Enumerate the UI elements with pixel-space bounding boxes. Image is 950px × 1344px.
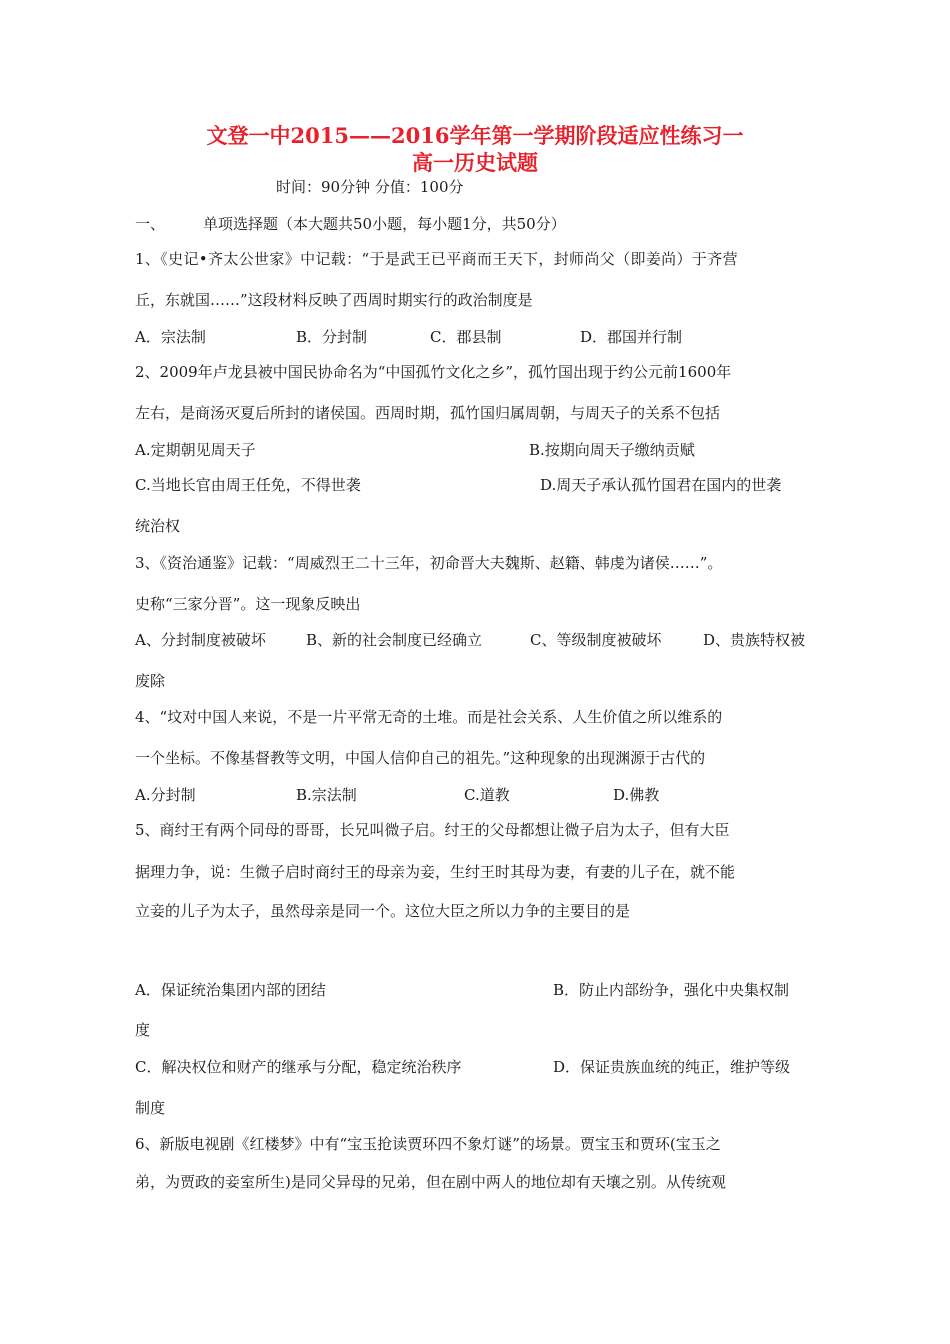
q3-line-1: 3、《资治通鉴》记载：“周威烈王二十三年，初命晋大夫魏斯、赵籍、韩虔为诸侯……”。 xyxy=(135,554,723,572)
q2-line-1: 2、2009年卢龙县被中国民协命名为“中国孤竹文化之乡”，孤竹国出现于约公元前1600年 xyxy=(135,363,732,381)
exam-title-line-1: 文登一中2015——2016学年第一学期阶段适应性练习一 xyxy=(206,123,744,148)
q2-line-2: 左右，是商汤灭夏后所封的诸侯国。西周时期，孤竹国归属周朝，与周天子的关系不包括 xyxy=(135,404,721,422)
q3-option-d: D、贵族特权被 xyxy=(703,631,806,649)
q4-option-b: B.宗法制 xyxy=(296,786,357,804)
q5-option-c: C．解决权位和财产的继承与分配，稳定统治秩序 xyxy=(135,1058,462,1076)
q2-option-a: A.定期朝见周天子 xyxy=(135,441,256,459)
q5-line-2: 据理力争，说：生微子启时商纣王的母亲为妾，生纣王时其母为妻，有妻的儿子在，就不能 xyxy=(135,863,736,881)
q2-option-d: D.周天子承认孤竹国君在国内的世袭 xyxy=(540,476,782,494)
q5-option-b-wrap: 度 xyxy=(135,1021,151,1039)
q1-option-c: C．郡县制 xyxy=(430,328,502,346)
q4-option-a: A.分封制 xyxy=(135,786,196,804)
q3-option-b: B、新的社会制度已经确立 xyxy=(306,631,483,649)
q5-line-3: 立妾的儿子为太子，虽然母亲是同一个。这位大臣之所以力争的主要目的是 xyxy=(135,902,631,920)
exam-title-line-2: 高一历史试题 xyxy=(412,150,538,175)
q5-option-a: A．保证统治集团内部的团结 xyxy=(135,981,326,999)
q4-line-1: 4、“坟对中国人来说，不是一片平常无奇的土堆。而是社会关系、人生价值之所以维系的 xyxy=(135,708,723,726)
q4-line-2: 一个坐标。不像基督教等文明，中国人信仰自己的祖先。”这种现象的出现渊源于古代的 xyxy=(135,749,706,767)
q2-option-b: B.按期向周天子缴纳贡赋 xyxy=(529,441,695,459)
q4-option-c: C.道教 xyxy=(464,786,510,804)
exam-meta: 时间：90分钟 分值：100分 xyxy=(276,178,464,196)
q5-option-b: B．防止内部纷争，强化中央集权制 xyxy=(553,981,790,999)
q3-option-d-wrap: 废除 xyxy=(135,672,166,690)
q1-line-2: 丘，东就国……”这段材料反映了西周时期实行的政治制度是 xyxy=(135,291,533,309)
q6-line-2: 弟，为贾政的妾室所生)是同父异母的兄弟，但在剧中两人的地位却有天壤之别。从传统观 xyxy=(135,1173,726,1191)
q1-line-1: 1、《史记•齐太公世家》中记载：“于是武王已平商而王天下，封师尚父（即姜尚）于齐营 xyxy=(135,250,738,268)
q1-option-a: A．宗法制 xyxy=(135,328,206,346)
q1-option-b: B．分封制 xyxy=(296,328,368,346)
section-heading: 单项选择题（本大题共50小题，每小题1分，共50分） xyxy=(203,215,566,233)
q5-option-d-wrap: 制度 xyxy=(135,1099,166,1117)
q4-option-d: D.佛教 xyxy=(613,786,660,804)
q5-option-d: D．保证贵族血统的纯正，维护等级 xyxy=(553,1058,791,1076)
q1-option-d: D．郡国并行制 xyxy=(580,328,683,346)
q5-line-1: 5、商纣王有两个同母的哥哥，长兄叫微子启。纣王的父母都想让微子启为太子，但有大臣 xyxy=(135,821,730,839)
q3-line-2: 史称“三家分晋”。这一现象反映出 xyxy=(135,595,361,613)
q6-line-1: 6、新版电视剧《红楼梦》中有“宝玉抢读贾环四不象灯谜”的场景。贾宝玉和贾环(宝玉之 xyxy=(135,1135,721,1153)
q2-option-c: C.当地长官由周王任免，不得世袭 xyxy=(135,476,361,494)
q3-option-c: C、等级制度被破坏 xyxy=(530,631,662,649)
q3-option-a: A、分封制度被破坏 xyxy=(135,631,266,649)
section-number: 一、 xyxy=(135,215,166,233)
q2-option-d-wrap: 统治权 xyxy=(135,517,181,535)
